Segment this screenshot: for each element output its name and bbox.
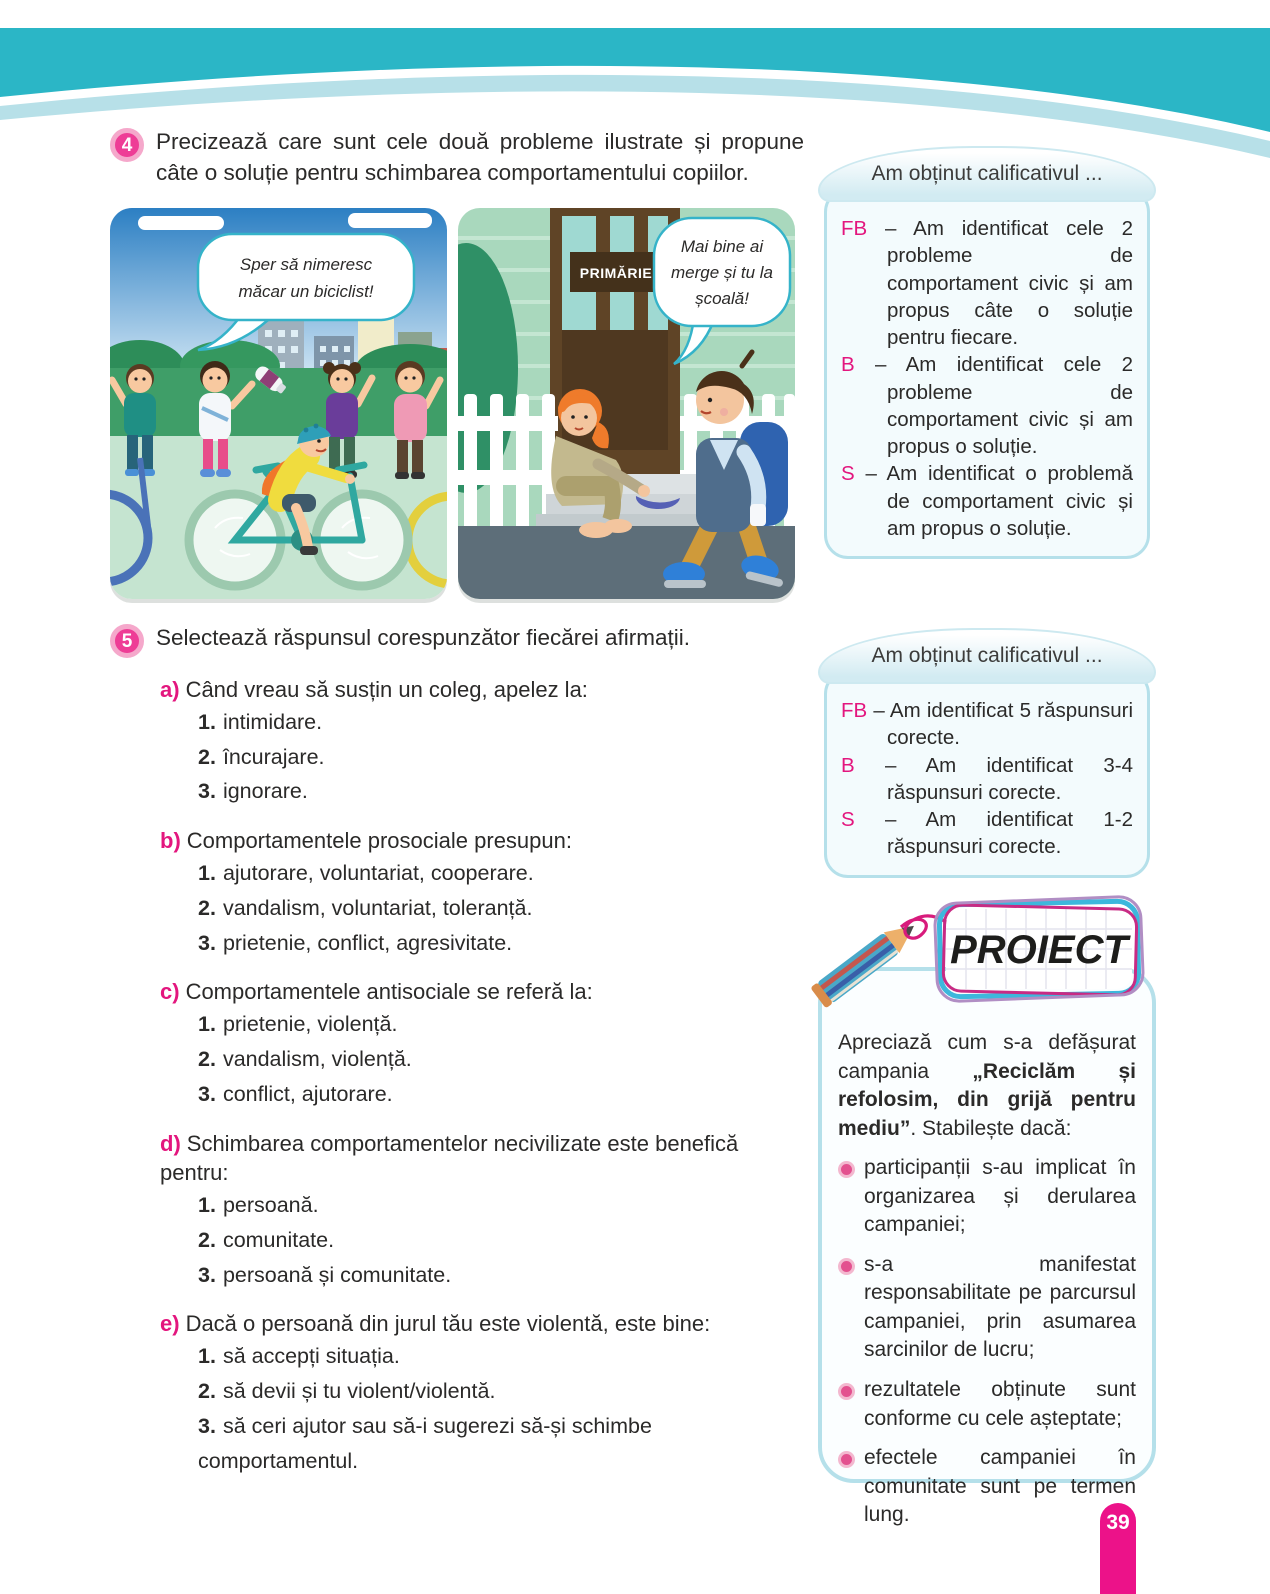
- speech-line: măcar un biciclist!: [238, 282, 374, 302]
- answer-option: [198, 1007, 805, 1042]
- speech-line: merge și tu la: [670, 263, 774, 283]
- grade-label: FB: [841, 699, 868, 722]
- speech-line: Sper să nimeresc: [239, 255, 373, 275]
- answer-option: [198, 1077, 805, 1112]
- project-bullet-text: s-a manifestat responsabilitate pe parcursul campaniei, prin asumarea sarcinilor de lucru;: [864, 1252, 1136, 1362]
- grade-text: – Am identificat cele 2 probleme de comportament civic și am propus o soluție.: [875, 353, 1133, 458]
- exercise-4: [110, 126, 805, 599]
- grade-item-fb: [841, 697, 1133, 752]
- grade-text: – Am identificat 5 răspunsuri corecte.: [873, 699, 1133, 750]
- exercise-4-illustrations: [110, 208, 805, 599]
- grade-label: S: [841, 462, 855, 486]
- option-text: vandalism, violență.: [222, 1046, 412, 1071]
- question-e: [160, 1309, 805, 1478]
- primarie-sign: PRIMĂRIE: [579, 265, 653, 282]
- option-text: încurajare.: [222, 744, 325, 769]
- qualifier-body: [824, 188, 1150, 559]
- answer-option: [198, 1042, 805, 1077]
- answer-option: [198, 1339, 805, 1374]
- option-text: prietenie, conflict, agresivitate.: [222, 930, 513, 955]
- option-number: 1.: [198, 1192, 216, 1217]
- illustration-bottle-throwing: [110, 208, 447, 599]
- exercise-4-number-badge: 4: [110, 128, 144, 162]
- exercise-4-text: Precizează care sunt cele două probleme ilustrate și propune câte o soluție pentru schimbarea comportamentului copiilor.: [156, 129, 804, 186]
- question-letter: c): [160, 979, 180, 1005]
- project-bullet: [838, 1251, 1136, 1365]
- question-text: Comportamentele antisociale se referă la:: [185, 979, 593, 1005]
- question-a: [160, 675, 805, 809]
- answer-option: [198, 1409, 798, 1479]
- option-text: ignorare.: [222, 779, 308, 804]
- project-intro-part1: Apreciază cum s-a defășurat campania: [838, 1031, 1136, 1083]
- answer-option: [198, 705, 805, 740]
- grade-text: – Am identificat cele 2 probleme de comportament civic și am propus câte o soluție pentru fiecare.: [885, 217, 1133, 349]
- bullet-icon: [838, 1451, 855, 1468]
- speech-line: Mai bine ai: [680, 237, 764, 257]
- qualifier-body: [824, 670, 1150, 878]
- option-number: 1.: [198, 1012, 216, 1037]
- grade-item-b: [841, 351, 1133, 460]
- qualifier-roof: [818, 628, 1156, 684]
- option-number: 2.: [198, 1378, 216, 1403]
- project-bullet: [838, 1376, 1136, 1433]
- option-text: să devii și tu violent/violentă.: [222, 1378, 496, 1403]
- grade-item-s: [841, 460, 1133, 542]
- grade-item-s: [841, 806, 1133, 861]
- bullet-icon: [838, 1258, 855, 1275]
- option-number: 3.: [198, 1413, 216, 1438]
- project-intro-part2: . Stabilește dacă:: [910, 1116, 1072, 1140]
- grade-label: B: [841, 753, 855, 777]
- question-b: [160, 826, 805, 960]
- project-bullet-text: efectele campaniei în comunitate sunt pe termen lung.: [864, 1446, 1136, 1527]
- question-text: Schimbarea comportamentelor necivilizate este benefică pentru:: [160, 1130, 739, 1186]
- option-text: vandalism, voluntariat, toleranță.: [222, 895, 533, 920]
- option-number: 2.: [198, 1046, 216, 1071]
- question-text: Dacă o persoană din jurul tău este violentă, este bine:: [185, 1311, 711, 1337]
- option-number: 3.: [198, 930, 216, 955]
- option-text: comunitate.: [222, 1227, 335, 1252]
- answer-option: [198, 856, 805, 891]
- option-number: 3.: [198, 779, 216, 804]
- option-text: prietenie, violență.: [222, 1012, 398, 1037]
- grade-text: – Am identificat o problemă de comportament civic și am propus o soluție.: [865, 462, 1133, 540]
- grade-label: FB: [841, 217, 868, 240]
- exercise-5-number-badge: 5: [110, 624, 144, 658]
- grade-text: – Am identificat 3-4 răspunsuri corecte.: [884, 753, 1133, 804]
- grade-label: S: [841, 808, 855, 831]
- grade-item-fb: [841, 215, 1133, 351]
- question-letter: a): [160, 677, 180, 702]
- project-intro: [838, 1029, 1136, 1143]
- answer-option: [198, 774, 805, 809]
- page-number-bookmark: [1100, 1503, 1136, 1594]
- speech-line: școală!: [695, 289, 749, 309]
- qualifier-roof: [818, 146, 1156, 202]
- question-d: [160, 1129, 805, 1293]
- question-letter: e): [160, 1311, 180, 1337]
- project-bullet: [838, 1444, 1136, 1530]
- answer-option: [198, 1374, 805, 1409]
- project-bullet-text: participanții s-au implicat în organizarea și derularea campaniei;: [864, 1156, 1136, 1237]
- question-text: Când vreau să susțin un coleg, apelez la:: [185, 677, 588, 702]
- qualifier-title: Am obținut calificativul ...: [871, 162, 1103, 185]
- option-text: persoană și comunitate.: [222, 1262, 452, 1287]
- answer-option: [198, 1188, 805, 1223]
- answer-option: [198, 1223, 805, 1258]
- option-number: 1.: [198, 1344, 216, 1369]
- grade-item-b: [841, 752, 1133, 807]
- question-text: Comportamentele prosociale presupun:: [186, 828, 572, 854]
- bullet-icon: [838, 1161, 855, 1178]
- project-badge-label: PROIECT: [950, 928, 1128, 972]
- option-text: să accepți situația.: [222, 1344, 400, 1369]
- option-text: conflict, ajutorare.: [222, 1081, 393, 1106]
- project-badge: [930, 893, 1148, 1005]
- project-bullet-text: rezultatele obținute sunt conforme cu cele așteptate;: [864, 1378, 1136, 1430]
- question-letter: b): [160, 828, 181, 854]
- option-text: să ceri ajutor sau să-i sugerezi să-și schimbe comportamentul.: [198, 1413, 652, 1473]
- option-number: 2.: [198, 895, 216, 920]
- exercise-5: [110, 622, 805, 1478]
- grade-text: – Am identificat 1-2 răspunsuri corecte.: [884, 808, 1133, 859]
- qualifier-box-2: [818, 628, 1156, 878]
- answer-option: [198, 740, 805, 775]
- option-number: 2.: [198, 744, 216, 769]
- question-c: [160, 977, 805, 1111]
- project-campaign-name: „Reciclăm și refolosim, din grijă pentru mediu”: [838, 1059, 1136, 1140]
- qualifier-box-1: [818, 146, 1156, 559]
- bullet-icon: [838, 1383, 855, 1400]
- exercise-5-text: Selectează răspunsul corespunzător fiecărei afirmații.: [156, 625, 691, 650]
- option-number: 1.: [198, 709, 216, 734]
- option-text: persoană.: [222, 1192, 319, 1217]
- answer-option: [198, 891, 805, 926]
- option-text: ajutorare, voluntariat, cooperare.: [222, 860, 534, 885]
- answer-option: [198, 1258, 805, 1293]
- option-number: 2.: [198, 1227, 216, 1252]
- question-letter: d): [160, 1130, 181, 1156]
- grade-label: B: [841, 353, 855, 377]
- project-bullet: [838, 1154, 1136, 1240]
- option-text: intimidare.: [222, 709, 323, 734]
- option-number: 1.: [198, 860, 216, 885]
- answer-option: [198, 926, 805, 961]
- qualifier-title: Am obținut calificativul ...: [871, 644, 1103, 667]
- option-number: 3.: [198, 1262, 216, 1287]
- illustration-begging-child: [458, 208, 795, 599]
- page-number: 39: [1106, 1511, 1130, 1534]
- option-number: 3.: [198, 1081, 216, 1106]
